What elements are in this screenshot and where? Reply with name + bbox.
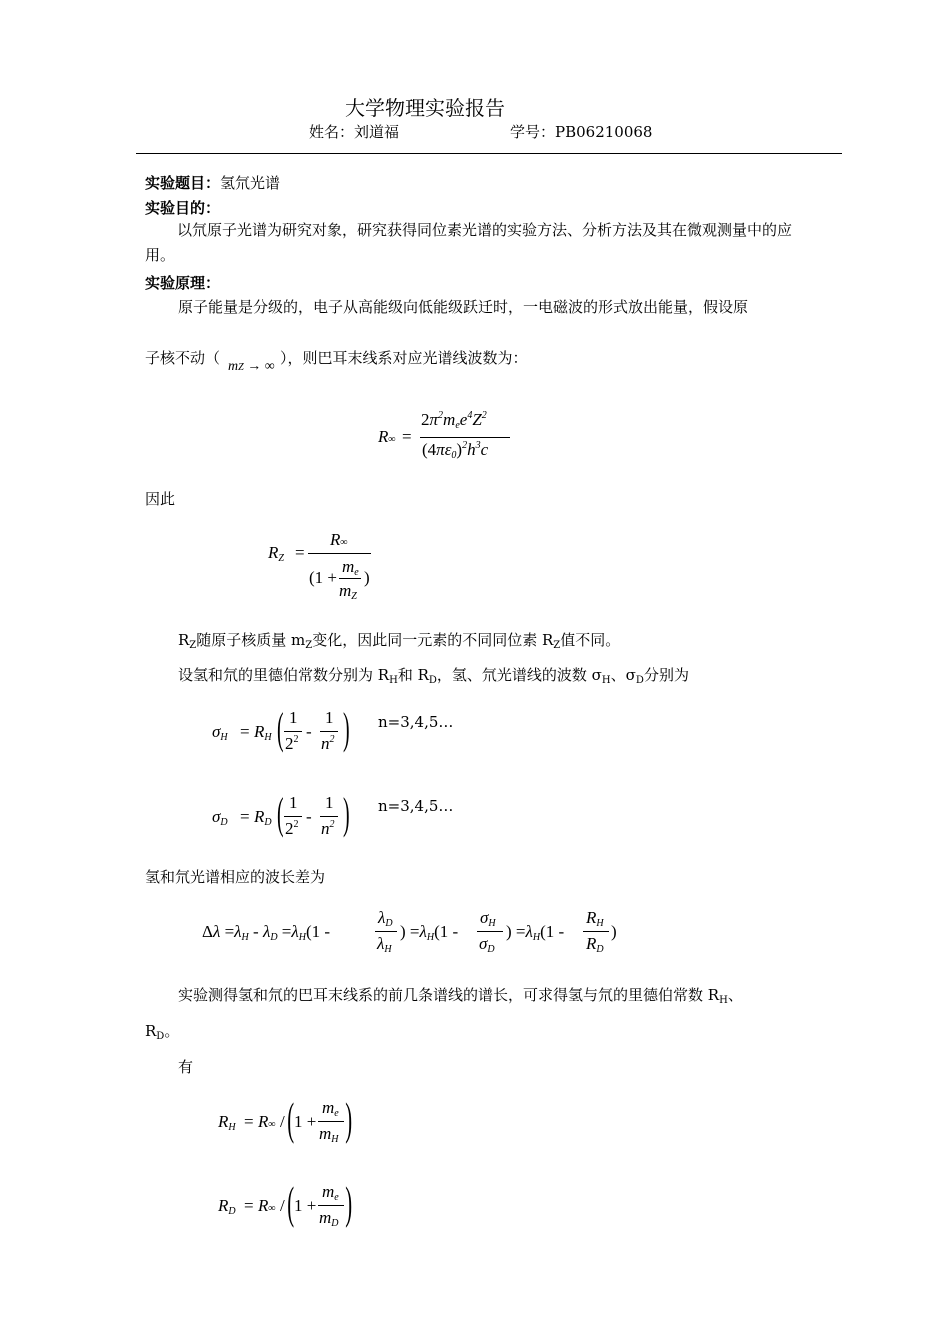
rz-sentence: $R_Z$随原子核质量 $m_Z$变化，因此同一元素的不同同位素 $R_Z$值不同。: [178, 631, 621, 651]
n-range-1: n=3,4,5…: [378, 713, 454, 731]
purpose-label: 实验目的：: [145, 199, 221, 217]
principle-text-2: [145, 347, 528, 368]
purpose-text: 以氘原子光谱为研究对象，研究获得同位素光谱的实验方法、分析方法及其在微观测量中的应用。: [145, 221, 793, 264]
principle-text-2a: 子核不动（: [145, 349, 221, 367]
topic-label: 实验题目：: [145, 174, 221, 192]
author-name: 姓名：刘道福: [309, 123, 400, 141]
have-text: 有: [178, 1058, 194, 1076]
measure-line-1: 实验测得氢和氘的巴耳末线系的前几条谱线的谱长，可求得氢与氘的里德伯常数 $R_H$、: [178, 986, 743, 1006]
principle-label: 实验原理：: [145, 274, 221, 292]
n-range-2: n=3,4,5…: [378, 797, 454, 815]
measure-line-2: $R_D$。: [145, 1022, 180, 1042]
principle-text-1: 原子能量是分级的，电子从高能级向低能级跃迁时，一电磁波的形式放出能量，假设原: [178, 298, 749, 316]
student-id: 学号：PB06210068: [510, 123, 653, 141]
topic-line: [145, 172, 280, 193]
topic-value: 氢氘光谱: [220, 174, 281, 192]
setup-sentence: 设氢和氘的里德伯常数分别为 $R_H$和 $R_D$，氢、氘光谱线的波数 $\sigma_H$、$\sigma_D$分别为: [178, 666, 689, 686]
report-title: 大学物理实验报告: [345, 96, 505, 120]
principle-text-2b: ），则巴耳末线系对应光谱线波数为：: [280, 349, 528, 367]
header-divider: [136, 153, 842, 154]
wavelength-diff-text: 氢和氘光谱相应的波长差为: [145, 868, 326, 886]
nucleus-infinite-formula: mZ → ∞: [228, 359, 275, 374]
therefore-text: 因此: [145, 490, 176, 508]
